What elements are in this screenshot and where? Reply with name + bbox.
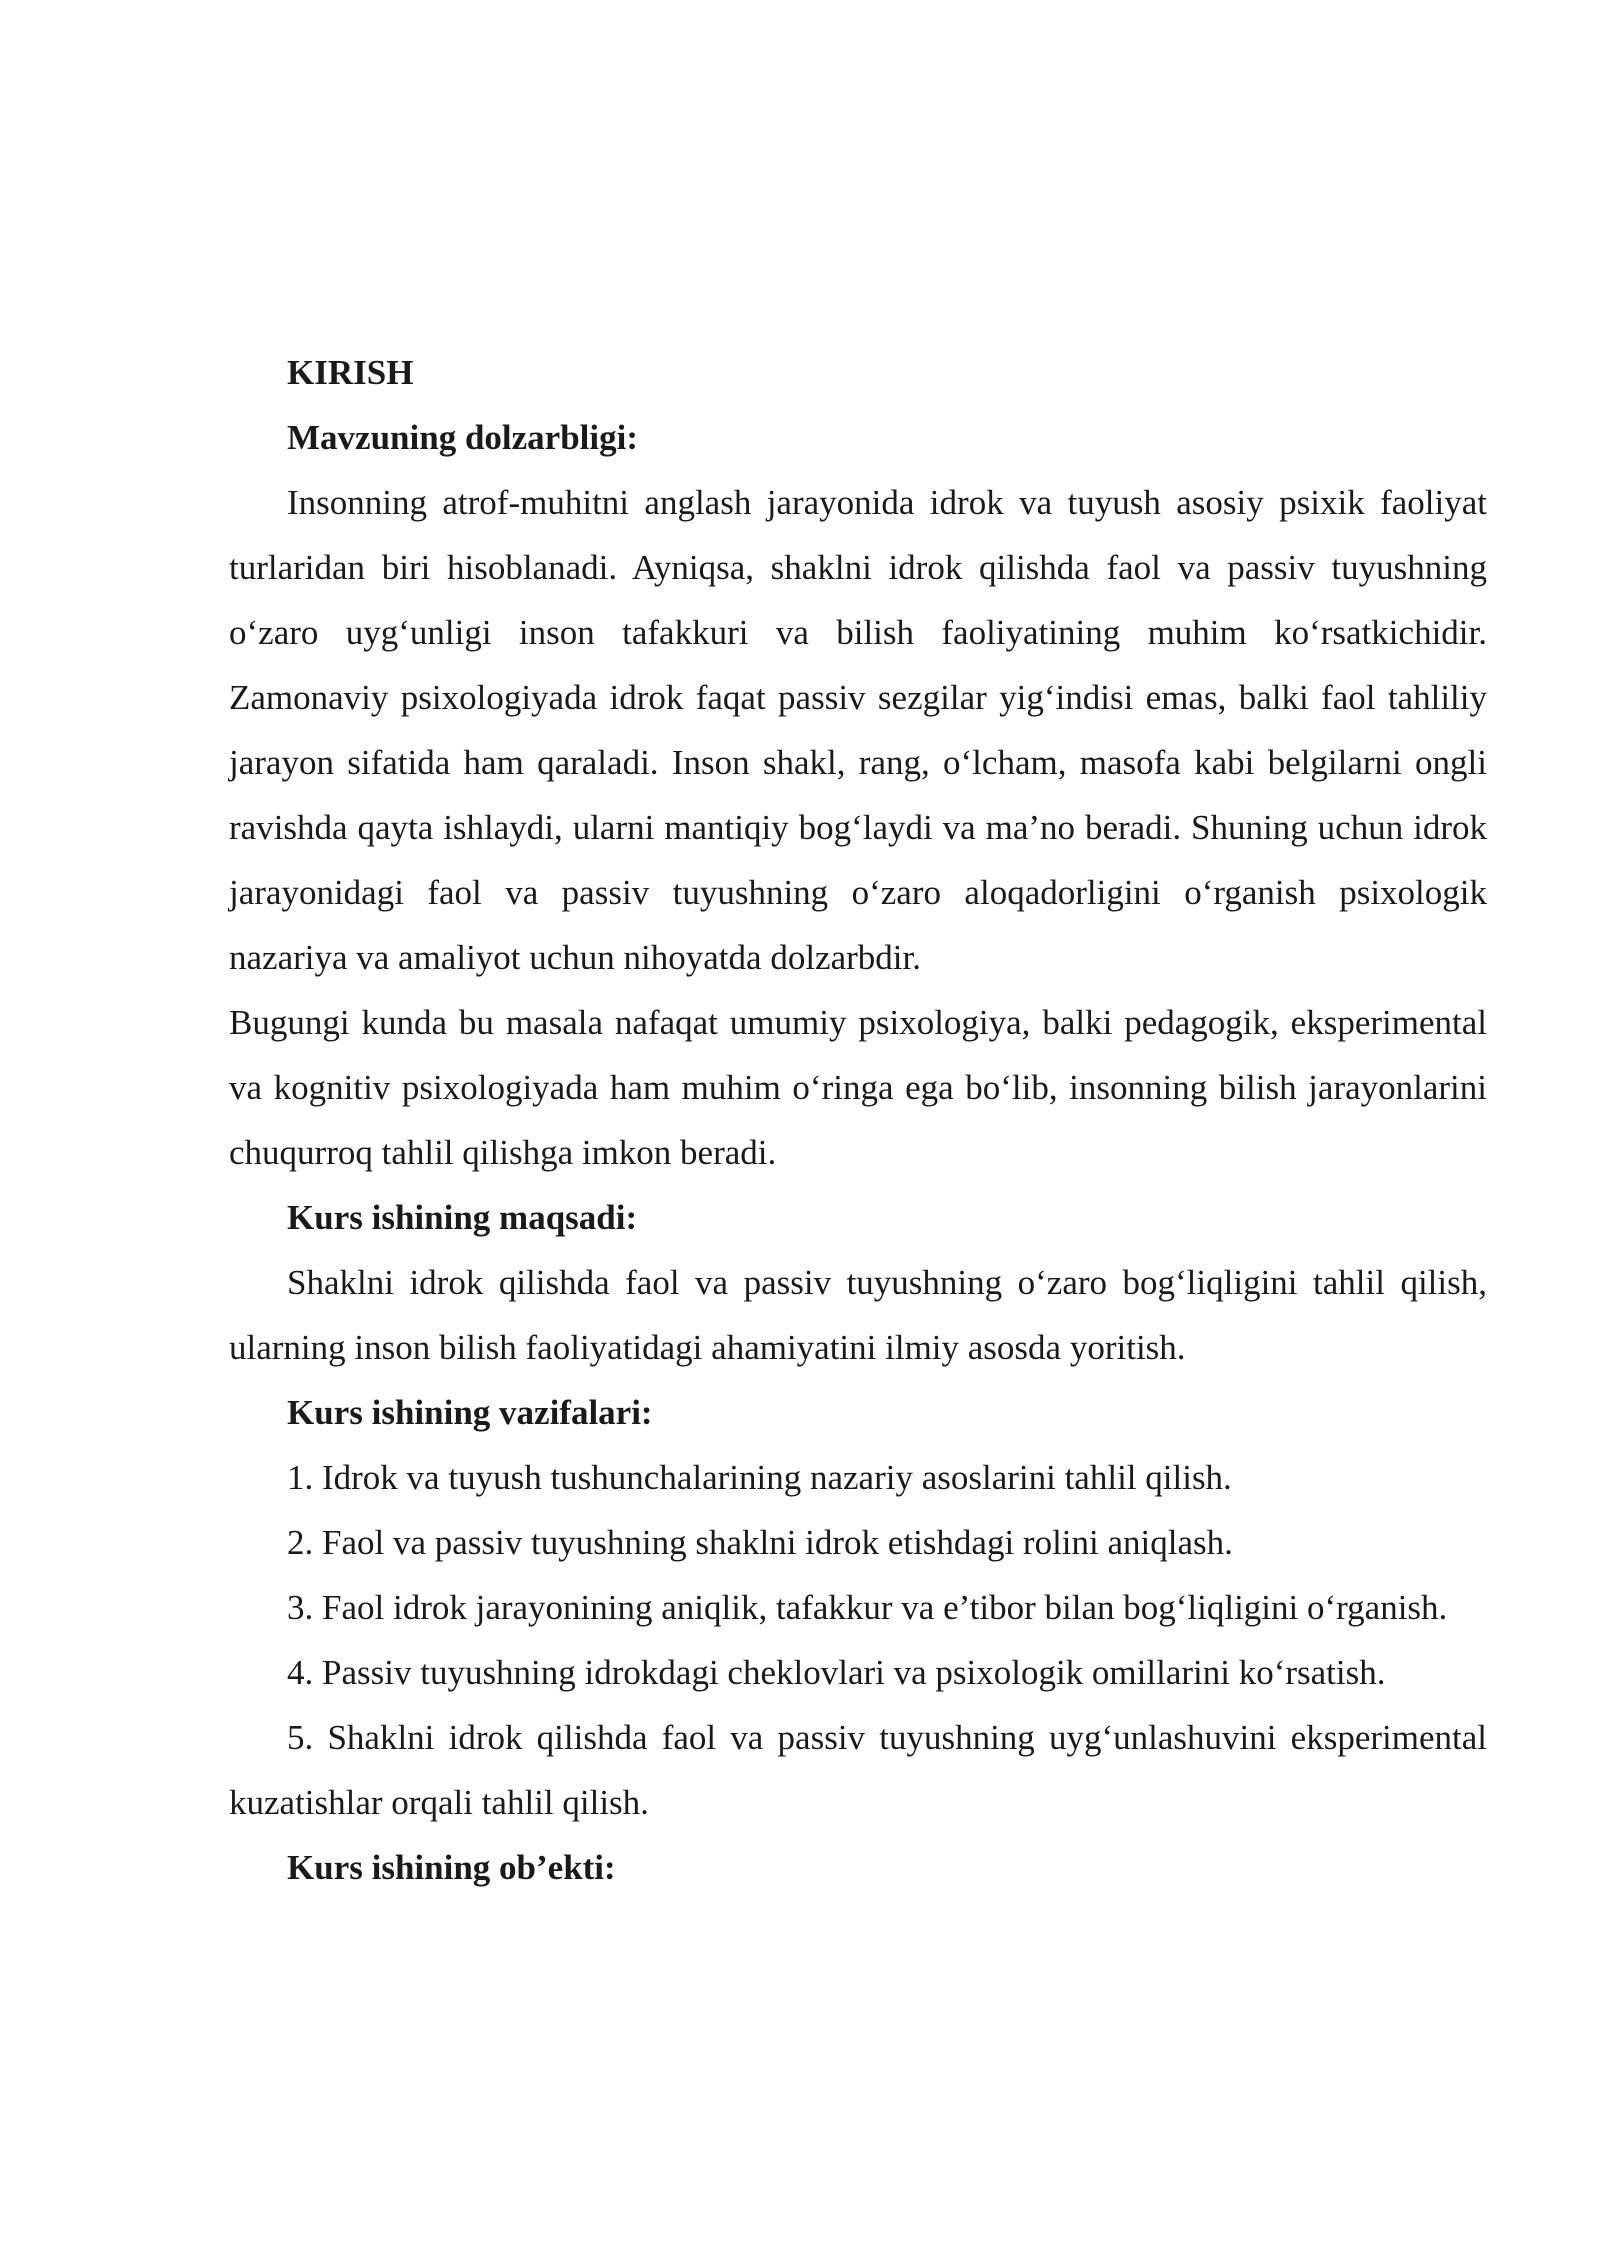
tasks-heading: Kurs ishining vazifalari:	[287, 1393, 653, 1432]
goal-heading: Kurs ishining maqsadi:	[287, 1198, 638, 1237]
document-body	[229, 340, 1487, 1900]
section-title: KIRISH	[287, 353, 414, 392]
relevance-paragraph-2: Bugungi kunda bu masala nafaqat umumiy psixologiya, balki pedagogik, eksperimental va kognitiv psixologiyada ham muhim o‘ringa ega bo‘lib, insonning bilish jarayonlarini chuqurroq tahlil qilishga imkon beradi.	[229, 1003, 1487, 1172]
task-item-4: 4. Passiv tuyushning idrokdagi cheklovlari va psixologik omillarini ko‘rsatish.	[287, 1653, 1386, 1692]
relevance-heading: Mavzuning dolzarbligi:	[287, 418, 638, 457]
task-item-5: 5. Shaklni idrok qilishda faol va passiv tuyushning uyg‘unlashuvini eksperimental kuzatishlar orqali tahlil qilish.	[229, 1718, 1487, 1822]
goal-paragraph: Shaklni idrok qilishda faol va passiv tuyushning o‘zaro bog‘liqligini tahlil qilish, ularning inson bilish faoliyatidagi ahamiyatini ilmiy asosda yoritish.	[229, 1263, 1487, 1367]
object-heading: Kurs ishining ob’ekti:	[287, 1848, 616, 1887]
task-item-1: 1. Idrok va tuyush tushunchalarining nazariy asoslarini tahlil qilish.	[287, 1458, 1232, 1497]
task-item-3: 3. Faol idrok jarayonining aniqlik, tafakkur va e’tibor bilan bog‘liqligini o‘rganish.	[287, 1588, 1448, 1627]
task-item-2: 2. Faol va passiv tuyushning shaklni idrok etishdagi rolini aniqlash.	[287, 1523, 1233, 1562]
relevance-paragraph-1: Insonning atrof-muhitni anglash jarayonida idrok va tuyush asosiy psixik faoliyat turlaridan biri hisoblanadi. Ayniqsa, shaklni idrok qilishda faol va passiv tuyushning o‘zaro uyg‘unligi inson tafakkuri va bilish faoliyatining muhim ko‘rsatkichidir. Zamonaviy psixologiyada idrok faqat passiv sezgilar yig‘indisi emas, balki faol tahliliy jarayon sifatida ham qaraladi. Inson shakl, rang, o‘lcham, masofa kabi belgilarni ongli ravishda qayta ishlaydi, ularni mantiqiy bog‘laydi va ma’no beradi. Shuning uchun idrok jarayonidagi faol va passiv tuyushning o‘zaro aloqadorligini o‘rganish psixologik nazariya va amaliyot uchun nihoyatda dolzarbdir.	[229, 483, 1487, 977]
